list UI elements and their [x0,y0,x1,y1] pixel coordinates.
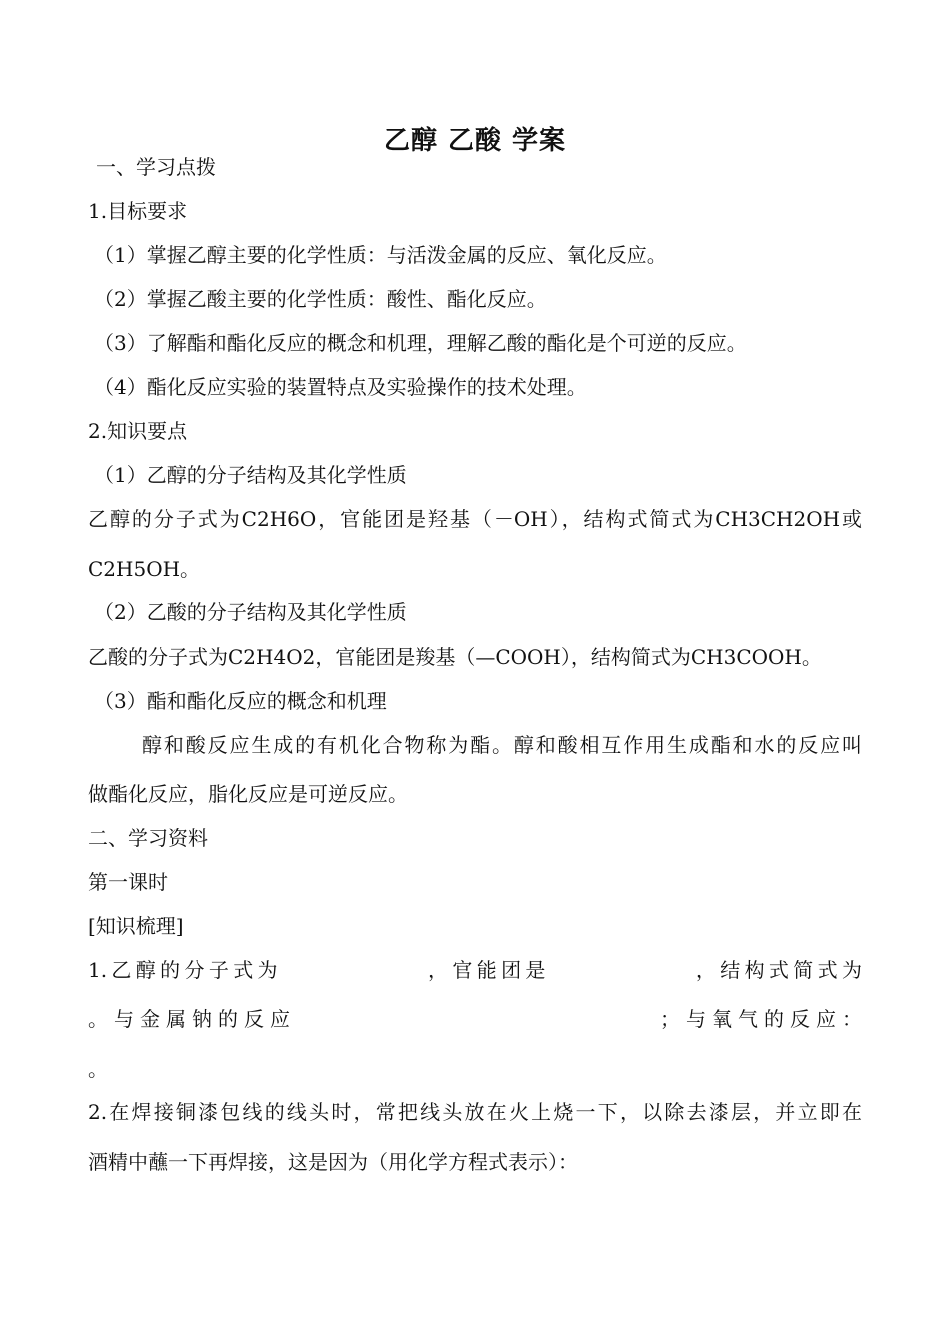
section-heading-study-guide: 一、学习点拨 [96,155,216,179]
subheading-key-points: 2.知识要点 [88,419,188,443]
knowledge-review-heading: [知识梳理] [88,914,184,938]
paragraph-acetic-acid: 乙酸的分子式为C2H4O2，官能团是羧基（—COOH），结构简式为CH3COOH。 [88,645,822,669]
section-heading-materials: 二、学习资料 [88,826,208,850]
exercise-1-line-2: 。与金属钠的反应 ；与氧气的反应： [88,1007,862,1031]
exercise-1-line-3: 。 [88,1057,108,1081]
lesson-heading: 第一课时 [88,870,168,894]
paragraph-ester-line-1: 醇和酸反应生成的有机化合物称为酯。醇和酸相互作用生成酯和水的反应叫 [142,733,862,757]
key-point-heading-1: （1）乙醇的分子结构及其化学性质 [94,463,407,487]
key-point-heading-2: （2）乙酸的分子结构及其化学性质 [94,600,407,624]
goal-item-3: （3）了解酯和酯化反应的概念和机理，理解乙酸的酯化是个可逆的反应。 [94,331,747,355]
paragraph-ester-line-2: 做酯化反应，脂化反应是可逆反应。 [88,782,408,806]
goal-item-1: （1）掌握乙醇主要的化学性质：与活泼金属的反应、氧化反应。 [94,243,667,267]
exercise-1-line-1: 1.乙醇的分子式为 ，官能团是 ，结构式简式为 [88,958,862,982]
paragraph-ethanol-line-1: 乙醇的分子式为C2H6O，官能团是羟基（－OH），结构式简式为CH3CH2OH或 [88,507,862,531]
goal-item-2: （2）掌握乙酸主要的化学性质：酸性、酯化反应。 [94,287,547,311]
document-title: 乙醇 乙酸 学案 [383,126,567,156]
exercise-2-line-1: 2.在焊接铜漆包线的线头时，常把线头放在火上烧一下，以除去漆层，并立即在 [88,1100,862,1124]
goal-item-4: （4）酯化反应实验的装置特点及实验操作的技术处理。 [94,375,587,399]
subheading-goals: 1.目标要求 [88,199,188,223]
key-point-heading-3: （3）酯和酯化反应的概念和机理 [94,689,387,713]
paragraph-ethanol-line-2: C2H5OH。 [88,557,201,581]
exercise-2-line-2: 酒精中蘸一下再焊接，这是因为（用化学方程式表示）： [88,1150,578,1174]
